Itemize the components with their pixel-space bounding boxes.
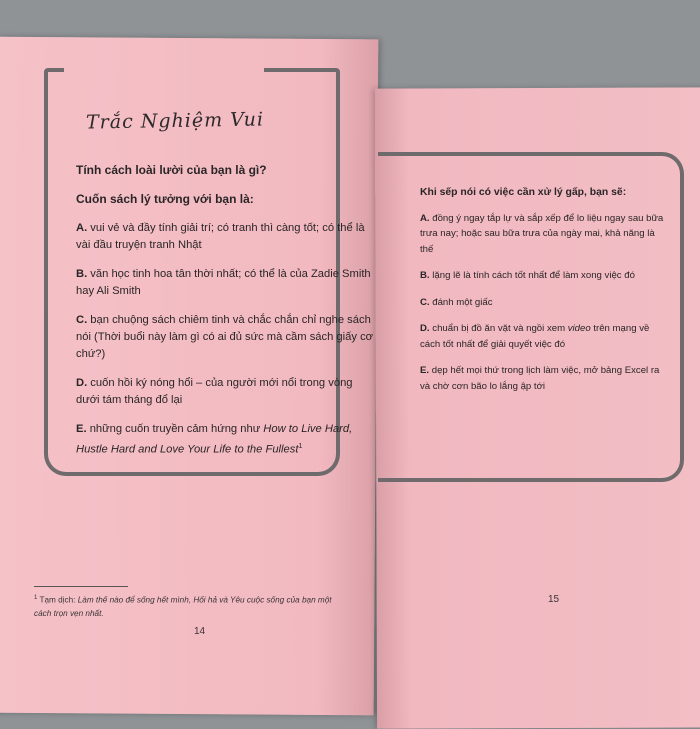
option-italic-word: video — [567, 323, 591, 334]
book-title-italic: How to Live Hard, Hustle Hard and Love Your Life to the Fullest — [76, 423, 353, 456]
frame-top-right-segment — [264, 68, 340, 72]
option-d — [76, 375, 374, 409]
frame-top-left-segment — [44, 68, 64, 72]
question-title: Tính cách loài lười của bạn là gì? — [76, 163, 267, 177]
option-letter: B. — [420, 270, 430, 281]
option-text: đồng ý ngay tắp lự và sắp xếp để lo liệu ngay sau bữa trưa nay; hoặc sau bữa trưa của ngày mai, khả năng là thế — [420, 212, 664, 255]
option-e — [420, 363, 670, 394]
option-text: bạn chuộng sách chiêm tinh và chắc chắn chỉ nghe sách nói (Thời buổi này làm gì có ai đủ sức mà cầm sách giấy cơ chứ?) — [76, 314, 373, 360]
question-text: Cuốn sách lý tưởng với bạn là: — [76, 192, 254, 206]
option-text: vui vẻ và đầy tính giải trí; có tranh thì càng tốt; có thể là vài đầu truyện tranh Nhật — [76, 222, 365, 251]
option-text: cuốn hồi ký nóng hổi – của người mới nổi trong vòng dưới tám tháng đổ lại — [76, 377, 353, 406]
option-d — [420, 321, 670, 352]
option-text: chuẩn bị đồ ăn vặt và ngồi xem — [432, 323, 568, 334]
option-a — [76, 220, 374, 254]
option-letter: C. — [76, 314, 88, 326]
option-e — [76, 421, 374, 459]
footnote-number: 1 — [34, 595, 38, 601]
option-letter: C. — [420, 296, 430, 308]
option-c — [420, 295, 670, 311]
option-letter: D. — [76, 377, 88, 389]
option-text: dẹp hết mọi thứ trong lịch làm việc, mở bảng Excel ra và chờ cơn bão lo lắng ập tới — [420, 365, 660, 392]
option-letter: E. — [76, 423, 87, 435]
option-text: đánh một giấc — [432, 296, 493, 308]
option-letter: B. — [76, 268, 88, 280]
footnote-text: Làm thế nào để sống hết mình, Hối hả và Yêu cuộc sống của bạn một cách trọn vẹn nhất. — [34, 595, 332, 618]
question-text: Khi sếp nói có việc cần xử lý gấp, bạn sẽ: — [420, 187, 627, 198]
right-quiz-content — [420, 185, 670, 405]
footnote — [34, 592, 334, 620]
option-text: lặng lẽ là tính cách tốt nhất để làm xong việc đó — [432, 270, 635, 281]
option-text: những cuốn truyền cảm hứng như — [89, 423, 264, 435]
option-text-end: trên mạng về cách tốt nhất để giải quyết việc đó — [420, 323, 650, 350]
option-a — [420, 211, 670, 258]
option-b — [76, 266, 374, 300]
option-letter: A. — [76, 222, 88, 234]
option-c — [76, 312, 374, 363]
option-letter: D. — [420, 323, 430, 334]
footnote-divider — [34, 586, 128, 587]
option-text: văn học tinh hoa tân thời nhất; có thể là của Zadie Smith hay Ali Smith — [76, 268, 371, 297]
option-letter: E. — [420, 365, 430, 376]
option-b — [420, 268, 670, 284]
footnote-label: Tạm dịch: — [39, 595, 78, 605]
left-quiz-content — [76, 162, 374, 471]
page-number-left: 14 — [194, 626, 206, 637]
option-letter: A. — [420, 212, 430, 224]
footnote-marker: 1 — [298, 443, 303, 450]
section-title: Trắc Nghiệm Vui — [85, 108, 265, 134]
page-number-right: 15 — [548, 594, 560, 605]
